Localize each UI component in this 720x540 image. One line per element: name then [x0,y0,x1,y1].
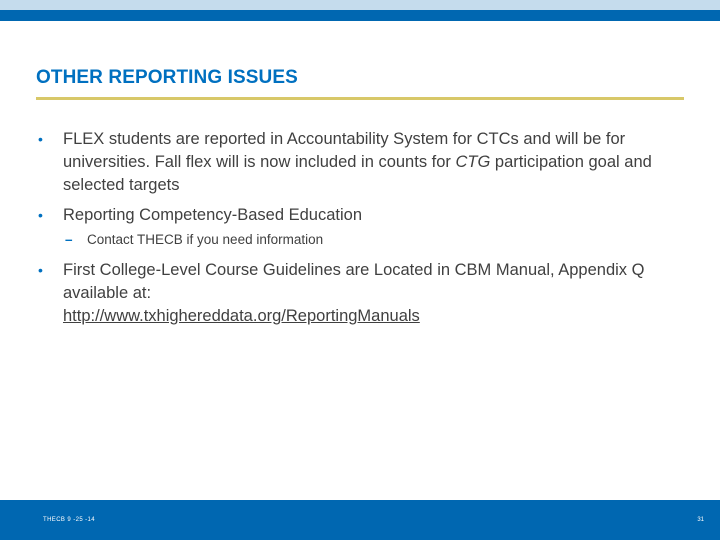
ctg-italic: CTG [455,153,491,171]
reporting-manuals-link[interactable]: http://www.txhighereddata.org/ReportingManuals [63,307,420,325]
slide-title: OTHER REPORTING ISSUES [36,67,298,88]
page-number: 31 [697,517,704,523]
top-stripe-light [0,0,720,10]
bullet-item-flex [36,128,686,197]
bullet-dot-icon: • [38,131,43,147]
slide-content [36,128,686,328]
bullet-text: Reporting Competency-Based Education [63,206,363,224]
bullet-text: First College-Level Course Guidelines are Located in CBM Manual, Appendix Q available at: [63,261,645,302]
title-divider [36,97,684,100]
sub-bullet-text: Contact THECB if you need information [87,232,324,247]
bullet-text: FLEX students are reported in Accountability System for CTCs and will be for universities. Fall flex will is now included in counts for CTG participation goal and selected targets [63,130,652,194]
dash-icon: – [65,232,73,247]
top-stripe-dark [0,10,720,21]
bullet-dot-icon: • [38,262,43,278]
footer-bar [0,500,720,540]
footer-date: THECB 9 -25 -14 [43,517,96,523]
sub-bullet-contact [36,230,686,250]
bullet-dot-icon: • [38,207,43,223]
bullet-item-competency [36,204,686,227]
bullet-item-first-college [36,259,686,328]
